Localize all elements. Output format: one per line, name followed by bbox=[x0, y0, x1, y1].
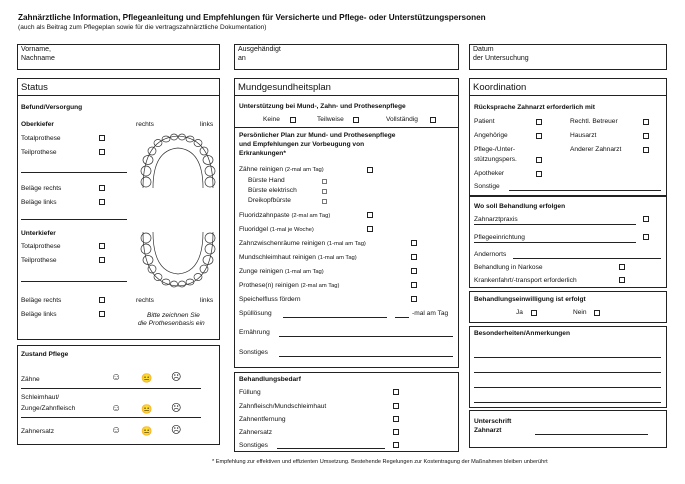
hausarzt-label: Hausarzt bbox=[570, 132, 597, 139]
ja-checkbox[interactable] bbox=[531, 310, 537, 316]
uk-teil-checkbox[interactable] bbox=[99, 257, 105, 263]
ok-total-checkbox[interactable] bbox=[99, 135, 105, 141]
angehoerige-label: Angehörige bbox=[474, 132, 508, 139]
pflege-label-2: stützungspers. bbox=[474, 156, 517, 163]
notes-line-2[interactable] bbox=[474, 372, 661, 373]
ok-total-label: Totalprothese bbox=[21, 135, 61, 142]
schleimhaut-label-2: Zunge/Zahnfleisch bbox=[21, 405, 76, 412]
zunge-row: Zunge reinigen (1-mal am Tag) bbox=[239, 268, 324, 275]
nein-label: Nein bbox=[573, 309, 587, 316]
rechtl-checkbox[interactable] bbox=[643, 119, 649, 125]
patient-label: Patient bbox=[474, 118, 495, 125]
bedarf-heading: Behandlungsbedarf bbox=[239, 376, 301, 383]
uk-links-label: links bbox=[200, 297, 214, 304]
divider bbox=[21, 388, 201, 389]
rechts-label: rechts bbox=[136, 121, 154, 128]
links-label: links bbox=[200, 121, 214, 128]
notes-line-1[interactable] bbox=[474, 357, 661, 358]
narkose-label: Behandlung in Narkose bbox=[474, 264, 543, 271]
teilweise-label: Teilweise bbox=[317, 116, 344, 123]
zaehne-reinigen-checkbox[interactable] bbox=[367, 167, 373, 173]
buerste-hand-checkbox[interactable] bbox=[322, 179, 327, 184]
andernorts-field[interactable] bbox=[513, 258, 661, 259]
unterkiefer-label: Unterkiefer bbox=[21, 230, 56, 237]
zahnfleisch-label: Zahnfleisch/Mundschleimhaut bbox=[239, 403, 327, 410]
face-neutral-icon[interactable]: 😐 bbox=[141, 426, 153, 436]
keine-label: Keine bbox=[263, 116, 280, 123]
speichel-checkbox[interactable] bbox=[411, 296, 417, 302]
support-heading: Unterstützung bei Mund-, Zahn- und Prothesenpflege bbox=[239, 103, 406, 110]
notes-line-3[interactable] bbox=[474, 387, 661, 388]
uk-belaege-rechts-label: Beläge rechts bbox=[21, 297, 62, 304]
face-neutral-icon[interactable]: 😐 bbox=[141, 373, 153, 383]
teilweise-checkbox[interactable] bbox=[353, 117, 359, 123]
uk-teil-label: Teilprothese bbox=[21, 257, 57, 264]
zahnarztpraxis-checkbox[interactable] bbox=[643, 216, 649, 222]
fluoridgel-row: Fluoridgel (1-mal je Woche) bbox=[239, 226, 314, 233]
pflege-label-1: Pflege-/Unter- bbox=[474, 146, 516, 153]
bedarf-sonstiges-field[interactable] bbox=[277, 448, 385, 449]
face-good-icon[interactable]: ☺ bbox=[111, 403, 122, 414]
hausarzt-checkbox[interactable] bbox=[643, 133, 649, 139]
vollstaendig-label: Vollständig bbox=[386, 116, 418, 123]
plan-heading: Mundgesundheitsplan bbox=[235, 79, 458, 96]
ok-teil-checkbox[interactable] bbox=[99, 149, 105, 155]
fluoridzahnpasta-checkbox[interactable] bbox=[367, 212, 373, 218]
face-bad-icon[interactable]: ☹ bbox=[171, 403, 182, 414]
besonderheiten-panel bbox=[469, 326, 667, 408]
divider bbox=[21, 219, 127, 220]
spuelloesung-frequency-field[interactable] bbox=[395, 317, 409, 318]
vollstaendig-checkbox[interactable] bbox=[430, 117, 436, 123]
sonstige-field[interactable] bbox=[509, 190, 661, 191]
zahnzwischen-checkbox[interactable] bbox=[411, 240, 417, 246]
krankenfahrt-label: Krankenfahrt/-transport erforderlich bbox=[474, 277, 577, 284]
rechtl-label: Rechtl. Betreuer bbox=[570, 118, 618, 125]
andernorts-label: Andernorts bbox=[474, 251, 507, 258]
bedarf-sonstiges-label: Sonstiges bbox=[239, 442, 268, 449]
apotheker-checkbox[interactable] bbox=[536, 171, 542, 177]
bedarf-zahnersatz-checkbox[interactable] bbox=[393, 429, 399, 435]
zaehne-reinigen-row: Zähne reinigen (2-mal am Tag) bbox=[239, 166, 324, 173]
drawing-note-1: Bitte zeichnen Sie bbox=[147, 312, 200, 319]
zahnentfernung-checkbox[interactable] bbox=[393, 416, 399, 422]
zunge-checkbox[interactable] bbox=[411, 268, 417, 274]
dreikopf-label: Dreikopfbürste bbox=[248, 197, 291, 204]
zahnarztpraxis-label: Zahnarztpraxis bbox=[474, 216, 518, 223]
uk-belaege-rechts-checkbox[interactable] bbox=[99, 297, 105, 303]
footnote: * Empfehlung zur effektiven und effizienten Umsetzung. Bestehende Regelungen zur Kostentragung der Maßnahmen bleiben unberührt bbox=[212, 459, 548, 465]
wo-heading: Wo soll Behandlung erfolgen bbox=[474, 203, 566, 210]
speichel-label: Speichelfluss fördern bbox=[239, 296, 301, 303]
koordination-heading: Koordination bbox=[470, 79, 666, 96]
buerste-hand-label: Bürste Hand bbox=[248, 177, 285, 184]
uk-belaege-links-label: Beläge links bbox=[21, 311, 57, 318]
signature-field[interactable] bbox=[535, 434, 648, 435]
prothese-checkbox[interactable] bbox=[411, 282, 417, 288]
apotheker-label: Apotheker bbox=[474, 170, 505, 177]
bedarf-sonstiges-checkbox[interactable] bbox=[393, 442, 399, 448]
bedarf-panel bbox=[234, 372, 459, 452]
spuelloesung-field[interactable] bbox=[283, 317, 387, 318]
face-neutral-icon[interactable]: 😐 bbox=[141, 404, 153, 414]
keine-checkbox[interactable] bbox=[290, 117, 296, 123]
mal-am-tag-label: -mal am Tag bbox=[412, 310, 449, 317]
narkose-checkbox[interactable] bbox=[619, 264, 625, 270]
krankenfahrt-checkbox[interactable] bbox=[619, 277, 625, 283]
uk-rechts-label: rechts bbox=[136, 297, 154, 304]
anderer-label: Anderer Zahnarzt bbox=[570, 146, 622, 153]
mundschleimhaut-checkbox[interactable] bbox=[411, 254, 417, 260]
buerste-elektrisch-checkbox[interactable] bbox=[322, 189, 327, 194]
befund-heading: Befund/Versorgung bbox=[21, 104, 83, 111]
oberkiefer-label: Oberkiefer bbox=[21, 121, 54, 128]
status-heading: Status bbox=[18, 79, 219, 96]
divider bbox=[21, 172, 127, 173]
drawing-note-2: die Prothesenbasis ein bbox=[138, 320, 205, 327]
besonderheiten-heading: Besonderheiten/Anmerkungen bbox=[474, 330, 570, 337]
notes-line-4[interactable] bbox=[474, 402, 661, 403]
handed-field[interactable]: Ausgehändigt an bbox=[234, 44, 459, 70]
sonstige-label: Sonstige bbox=[474, 183, 500, 190]
bedarf-zahnersatz-label: Zahnersatz bbox=[239, 429, 272, 436]
signature-label-1: Unterschrift bbox=[474, 418, 512, 425]
ja-label: Ja bbox=[516, 309, 523, 316]
pflegeeinrichtung-label: Pflegeeinrichtung bbox=[474, 234, 525, 241]
divider bbox=[21, 417, 201, 418]
zaehne-label: Zähne bbox=[21, 376, 40, 383]
uk-total-checkbox[interactable] bbox=[99, 243, 105, 249]
sonstiges-label: Sonstiges bbox=[239, 349, 268, 356]
face-good-icon[interactable]: ☺ bbox=[111, 372, 122, 383]
ernaehrung-label: Ernährung bbox=[239, 329, 270, 336]
ok-teil-label: Teilprothese bbox=[21, 149, 57, 156]
einwilligung-heading: Behandlungseinwilligung ist erfolgt bbox=[474, 296, 586, 303]
fluoridzahnpasta-row: Fluoridzahnpaste (2-mal am Tag) bbox=[239, 212, 331, 219]
ok-belaege-rechts-checkbox[interactable] bbox=[99, 185, 105, 191]
zahnzwischen-row: Zahnzwischenräume reinigen (1-mal am Tag) bbox=[239, 240, 366, 247]
zahnersatz-label: Zahnersatz bbox=[21, 428, 54, 435]
ok-belaege-links-checkbox[interactable] bbox=[99, 199, 105, 205]
zahnfleisch-checkbox[interactable] bbox=[393, 403, 399, 409]
divider bbox=[234, 127, 459, 128]
lower-jaw-diagram[interactable] bbox=[133, 228, 223, 292]
date-field[interactable]: Datum der Untersuchung bbox=[469, 44, 667, 70]
ok-belaege-links-label: Beläge links bbox=[21, 199, 57, 206]
face-good-icon[interactable]: ☺ bbox=[111, 425, 122, 436]
pflege-checkbox[interactable] bbox=[536, 157, 542, 163]
uk-belaege-links-checkbox[interactable] bbox=[99, 311, 105, 317]
upper-jaw-diagram[interactable] bbox=[133, 130, 223, 192]
face-bad-icon[interactable]: ☹ bbox=[171, 372, 182, 383]
name-field[interactable]: Vorname, Nachname bbox=[17, 44, 220, 70]
nein-checkbox[interactable] bbox=[594, 310, 600, 316]
mundschleimhaut-row: Mundschleimhaut reinigen (1-mal am Tag) bbox=[239, 254, 357, 261]
fuellung-checkbox[interactable] bbox=[393, 389, 399, 395]
page-title: Zahnärztliche Information, Pflegeanleitung und Empfehlungen für Versicherte und Pflege- oder Unterstützungspersonen bbox=[18, 13, 486, 22]
page-subtitle: (auch als Beitrag zum Pflegeplan sowie für die vertragszahnärztliche Dokumentation) bbox=[18, 24, 267, 31]
ok-belaege-rechts-label: Beläge rechts bbox=[21, 185, 62, 192]
pflegeeinrichtung-checkbox[interactable] bbox=[643, 234, 649, 240]
personal-heading-2: und Empfehlungen zur Vorbeugung von bbox=[239, 141, 365, 148]
dreikopf-checkbox[interactable] bbox=[322, 199, 327, 204]
pflegeeinrichtung-field[interactable] bbox=[474, 242, 636, 243]
rueck-heading: Rücksprache Zahnarzt erforderlich mit bbox=[474, 104, 595, 111]
angehoerige-checkbox[interactable] bbox=[536, 133, 542, 139]
zahnarztpraxis-field[interactable] bbox=[474, 224, 636, 225]
zahnentfernung-label: Zahnentfernung bbox=[239, 416, 286, 423]
personal-heading-3: Erkrankungen* bbox=[239, 150, 286, 157]
fuellung-label: Füllung bbox=[239, 389, 261, 396]
uk-total-label: Totalprothese bbox=[21, 243, 61, 250]
patient-checkbox[interactable] bbox=[536, 119, 542, 125]
anderer-checkbox[interactable] bbox=[643, 147, 649, 153]
personal-heading-1: Persönlicher Plan zur Mund- und Prothesenpflege bbox=[239, 132, 396, 139]
zustand-heading: Zustand Pflege bbox=[21, 351, 69, 358]
divider bbox=[21, 281, 127, 282]
buerste-elektrisch-label: Bürste elektrisch bbox=[248, 187, 297, 194]
ernaehrung-field[interactable] bbox=[279, 336, 453, 337]
schleimhaut-label-1: Schleimhaut/ bbox=[21, 394, 60, 401]
fluoridgel-checkbox[interactable] bbox=[367, 226, 373, 232]
signature-label-2: Zahnarzt bbox=[474, 427, 502, 434]
prothese-row: Prothese(n) reinigen (2-mal am Tag) bbox=[239, 282, 340, 289]
spuelloesung-label: Spüllösung bbox=[239, 310, 272, 317]
sonstiges-field[interactable] bbox=[279, 356, 453, 357]
face-bad-icon[interactable]: ☹ bbox=[171, 425, 182, 436]
